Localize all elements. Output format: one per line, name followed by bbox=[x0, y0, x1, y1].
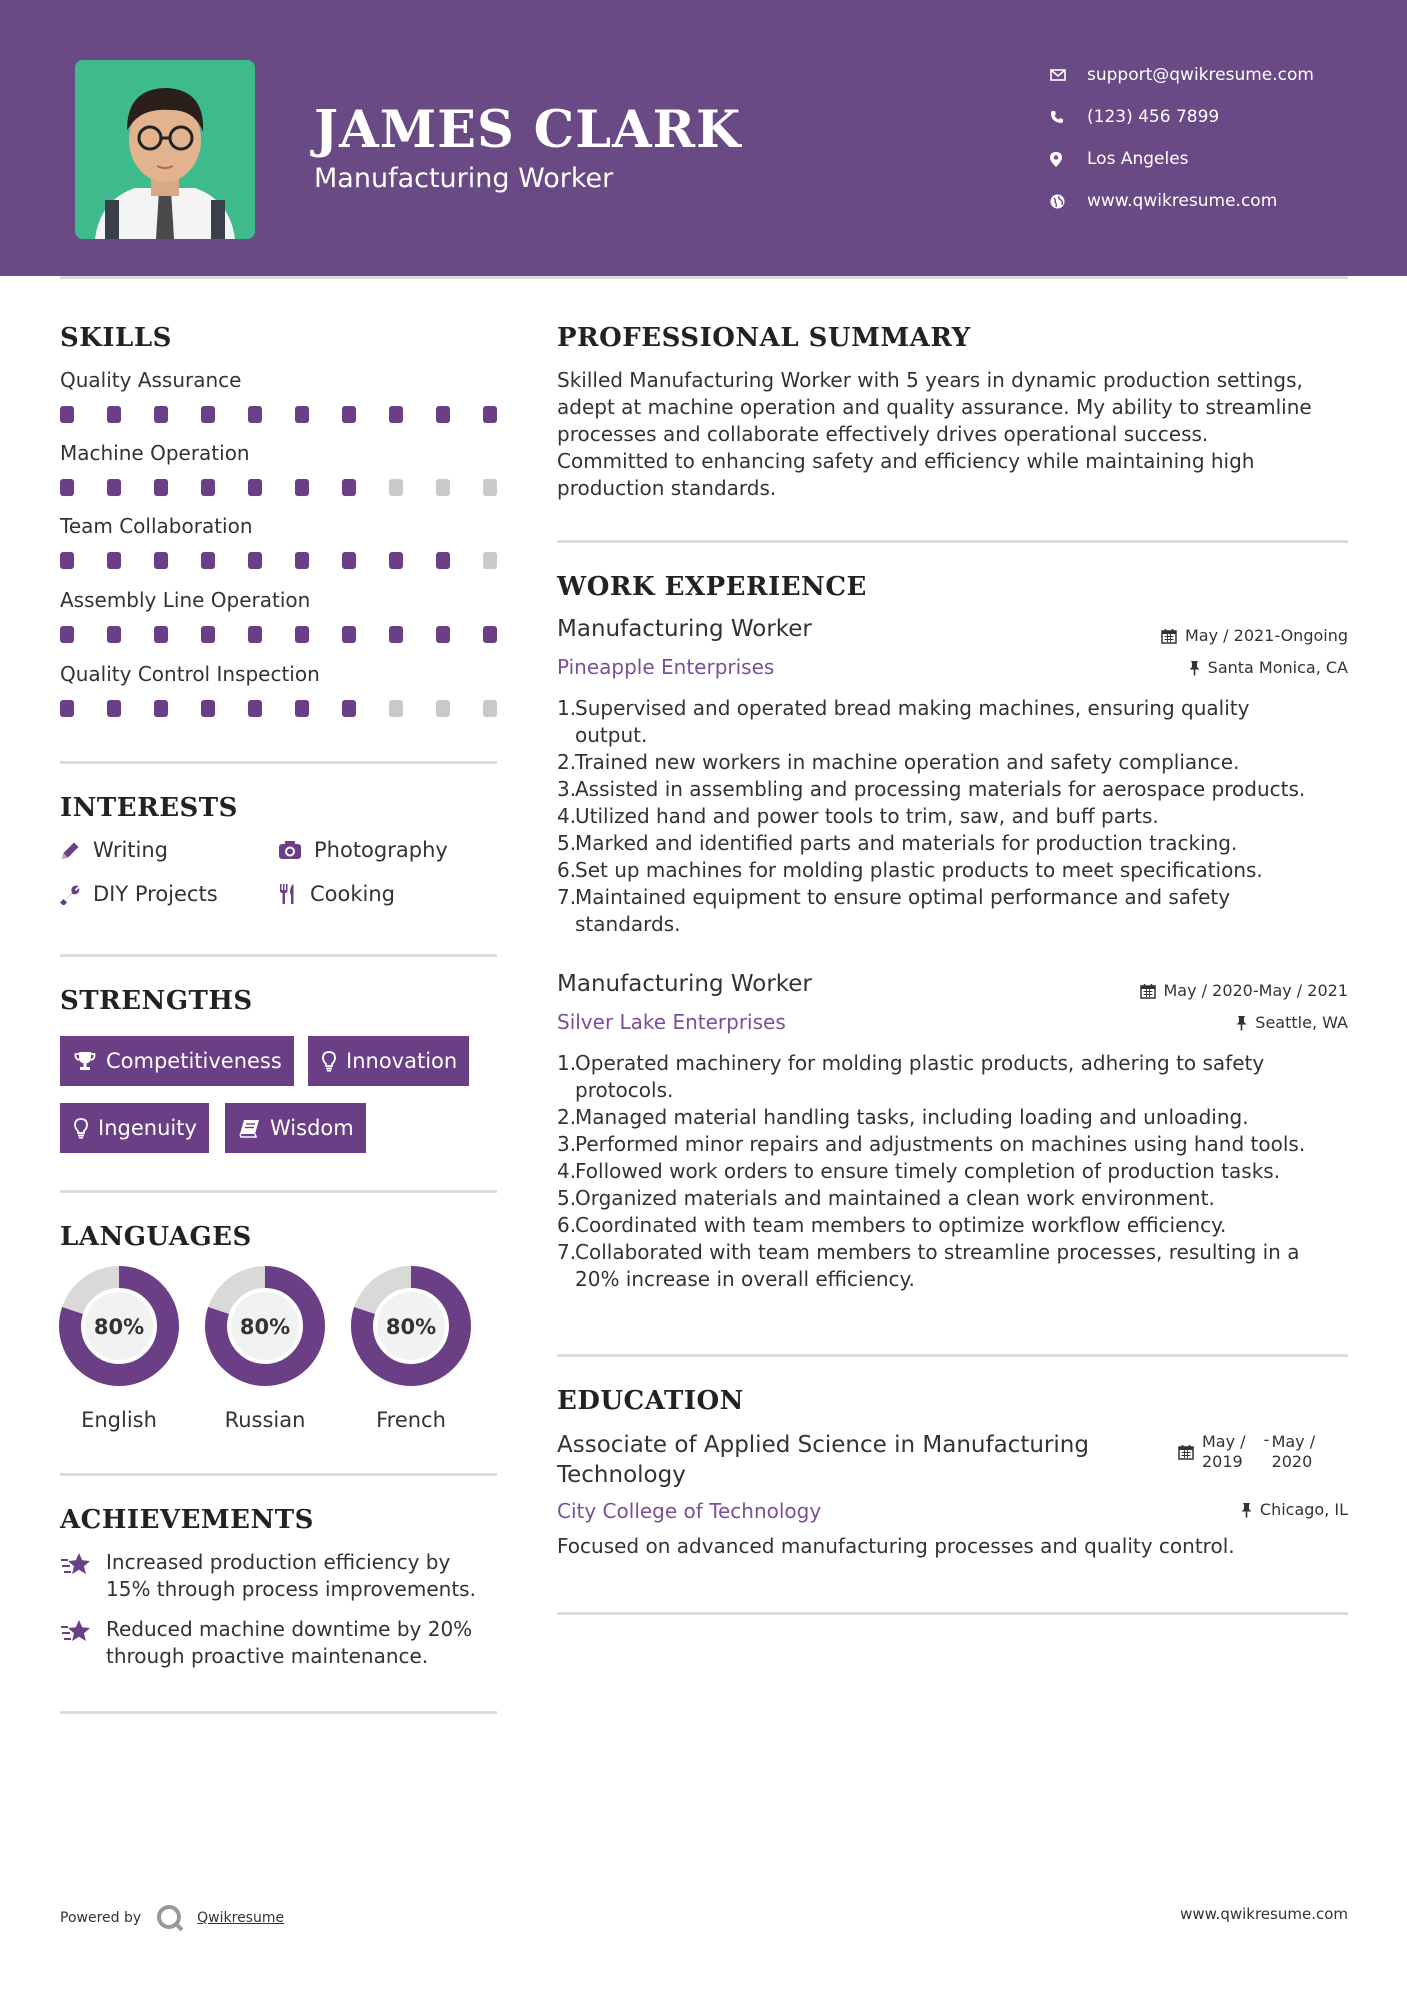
list-item: 2. Trained new workers in machine operation and safety compliance. bbox=[557, 750, 1240, 774]
skill-dot-filled bbox=[342, 552, 356, 569]
candidate-name: JAMES CLARK bbox=[314, 100, 742, 160]
responsibility-list bbox=[557, 695, 1347, 938]
education-end: - May / 2020 bbox=[1263, 1430, 1316, 1471]
achievement-text bbox=[106, 1616, 472, 1670]
list-item: 1. Supervised and operated bread making machines, ensuring quality output. bbox=[557, 696, 1250, 747]
section-divider bbox=[60, 954, 497, 957]
skill-dot-filled bbox=[107, 700, 121, 717]
interest-label: Cooking bbox=[310, 882, 395, 906]
job-dates bbox=[1140, 981, 1349, 1000]
interest-item bbox=[278, 838, 448, 862]
powered-by-text: Powered by bbox=[60, 1910, 142, 1926]
list-item: 4. Followed work orders to ensure timely completion of production tasks. bbox=[557, 1159, 1281, 1183]
achievement-line: 15% through process improvements. bbox=[106, 1577, 476, 1601]
language-item bbox=[59, 1266, 179, 1432]
language-percent: 80% bbox=[239, 1315, 291, 1339]
skill-name: Quality Control Inspection bbox=[60, 662, 320, 686]
achievement-line: Increased production efficiency by bbox=[106, 1550, 451, 1574]
skill-dot-filled bbox=[342, 479, 356, 496]
list-item: 7. Collaborated with team members to streamline processes, resulting in a 20% increase in overall efficiency. bbox=[557, 1240, 1300, 1291]
strength-label: Wisdom bbox=[270, 1116, 354, 1140]
contact-location-text: Los Angeles bbox=[1087, 149, 1189, 169]
education-dates bbox=[1178, 1432, 1315, 1472]
degree-line: Associate of Applied Science in Manufacturing bbox=[557, 1432, 1089, 1458]
strength-tag bbox=[60, 1036, 294, 1086]
job-dates bbox=[1161, 626, 1348, 645]
achievement-line: through proactive maintenance. bbox=[106, 1644, 429, 1668]
achievement-item bbox=[60, 1616, 500, 1670]
job-location-text: Seattle, WA bbox=[1255, 1013, 1348, 1032]
degree-title bbox=[557, 1430, 1089, 1490]
summary-text bbox=[557, 367, 1312, 502]
skill-dot-filled bbox=[436, 552, 450, 569]
list-item: 3. Performed minor repairs and adjustments on machines using hand tools. bbox=[557, 1132, 1306, 1156]
skill-rating bbox=[60, 626, 530, 643]
company-name: Silver Lake Enterprises bbox=[557, 1010, 786, 1034]
skill-dot-filled bbox=[342, 406, 356, 423]
job-location-text: Santa Monica, CA bbox=[1207, 658, 1348, 677]
skill-dot-filled bbox=[436, 626, 450, 643]
skill-dot-filled bbox=[201, 406, 215, 423]
skill-dot-filled bbox=[60, 479, 74, 496]
list-item: 1. Operated machinery for molding plastic products, adhering to safety protocols. bbox=[557, 1051, 1265, 1102]
strength-label: Competitiveness bbox=[106, 1049, 282, 1073]
list-item: 2. Managed material handling tasks, including loading and unloading. bbox=[557, 1105, 1249, 1129]
skills-heading: SKILLS bbox=[60, 323, 172, 353]
education-description: Focused on advanced manufacturing processes and quality control. bbox=[557, 1534, 1235, 1558]
skill-dot-filled bbox=[483, 406, 497, 423]
interest-label: DIY Projects bbox=[93, 882, 218, 906]
skill-dot-filled bbox=[154, 479, 168, 496]
achievement-text bbox=[106, 1549, 476, 1603]
company-name: Pineapple Enterprises bbox=[557, 655, 775, 679]
language-ring bbox=[59, 1266, 179, 1386]
skill-dot-filled bbox=[107, 406, 121, 423]
skill-rating bbox=[60, 479, 530, 496]
skill-dot-filled bbox=[154, 626, 168, 643]
calendar-icon bbox=[1161, 628, 1177, 644]
skill-dot-filled bbox=[248, 626, 262, 643]
skill-rating bbox=[60, 700, 530, 717]
lightbulb-icon bbox=[322, 1051, 336, 1072]
contact-list bbox=[1050, 54, 1314, 222]
skill-dot-filled bbox=[295, 552, 309, 569]
skill-dot-filled bbox=[107, 479, 121, 496]
contact-email-text: support@qwikresume.com bbox=[1087, 65, 1314, 85]
interest-item bbox=[60, 838, 168, 862]
list-item: 5. Organized materials and maintained a clean work environment. bbox=[557, 1186, 1215, 1210]
skill-name: Quality Assurance bbox=[60, 368, 242, 392]
skill-dot-filled bbox=[154, 406, 168, 423]
brand-link[interactable]: Qwikresume bbox=[197, 1910, 285, 1926]
summary-line: Skilled Manufacturing Worker with 5 years in dynamic production settings, bbox=[557, 368, 1303, 392]
skill-dot-filled bbox=[248, 552, 262, 569]
job-dates-text: May / 2020-May / 2021 bbox=[1163, 981, 1348, 1000]
envelope-icon bbox=[1050, 69, 1087, 81]
achievement-line: Reduced machine downtime by 20% bbox=[106, 1617, 473, 1641]
language-ring bbox=[351, 1266, 471, 1386]
achievements-heading: ACHIEVEMENTS bbox=[60, 1505, 314, 1535]
skill-dot-filled bbox=[389, 626, 403, 643]
strengths-heading: STRENGTHS bbox=[60, 986, 253, 1016]
interests-heading: INTERESTS bbox=[60, 793, 238, 823]
responsibility-list bbox=[557, 1050, 1347, 1293]
calendar-icon bbox=[1178, 1444, 1194, 1460]
skill-dot-empty bbox=[436, 700, 450, 717]
job-dates-text: May / 2021-Ongoing bbox=[1185, 626, 1348, 645]
skill-name: Machine Operation bbox=[60, 441, 250, 465]
skill-dot-filled bbox=[60, 700, 74, 717]
skill-dot-filled bbox=[201, 479, 215, 496]
skill-dot-filled bbox=[107, 552, 121, 569]
summary-line: adept at machine operation and quality assurance. My ability to streamline bbox=[557, 395, 1312, 419]
strength-label: Ingenuity bbox=[98, 1116, 197, 1140]
strength-tag bbox=[60, 1103, 209, 1153]
resume-header bbox=[0, 0, 1407, 276]
lightbulb-icon bbox=[74, 1118, 88, 1139]
skill-name: Team Collaboration bbox=[60, 514, 253, 538]
languages-heading: LANGUAGES bbox=[60, 1222, 252, 1252]
skill-dot-filled bbox=[154, 700, 168, 717]
interest-label: Photography bbox=[314, 838, 448, 862]
skill-dot-filled bbox=[60, 626, 74, 643]
language-item bbox=[351, 1266, 471, 1432]
pushpin-icon bbox=[1236, 1015, 1247, 1031]
skill-dot-filled bbox=[201, 552, 215, 569]
contact-location bbox=[1050, 138, 1314, 180]
education-heading: EDUCATION bbox=[557, 1386, 744, 1416]
experience-heading: WORK EXPERIENCE bbox=[557, 572, 867, 602]
language-item bbox=[205, 1266, 325, 1432]
language-percent: 80% bbox=[93, 1315, 145, 1339]
footer-url[interactable]: www.qwikresume.com bbox=[1180, 1905, 1348, 1923]
skill-dot-empty bbox=[483, 479, 497, 496]
skill-dot-filled bbox=[389, 406, 403, 423]
summary-line: production standards. bbox=[557, 476, 777, 500]
qwikresume-logo-icon bbox=[155, 1903, 185, 1933]
map-pin-icon bbox=[1050, 152, 1087, 167]
strength-label: Innovation bbox=[346, 1049, 458, 1073]
list-item: 7. Maintained equipment to ensure optimal performance and safety standards. bbox=[557, 885, 1231, 936]
skill-dot-filled bbox=[248, 406, 262, 423]
skill-dot-filled bbox=[201, 700, 215, 717]
skill-dot-filled bbox=[295, 626, 309, 643]
section-divider bbox=[60, 1190, 497, 1193]
skill-rating bbox=[60, 552, 530, 569]
job-title: Manufacturing Worker bbox=[557, 971, 812, 997]
skill-dot-empty bbox=[436, 479, 450, 496]
list-item: 5. Marked and identified parts and materials for production tracking. bbox=[557, 831, 1238, 855]
education-start: May / 2019 bbox=[1202, 1432, 1246, 1471]
star-icon bbox=[60, 1618, 92, 1646]
skill-dot-filled bbox=[295, 700, 309, 717]
skill-dot-empty bbox=[389, 700, 403, 717]
skill-dot-filled bbox=[60, 406, 74, 423]
school-name: City College of Technology bbox=[557, 1499, 822, 1523]
skill-rating bbox=[60, 406, 530, 423]
contact-phone-text: (123) 456 7899 bbox=[1087, 107, 1220, 127]
language-name: Russian bbox=[224, 1408, 306, 1432]
contact-website[interactable] bbox=[1050, 180, 1314, 222]
star-icon bbox=[60, 1551, 92, 1579]
skill-dot-filled bbox=[248, 700, 262, 717]
summary-line: Committed to enhancing safety and efficiency while maintaining high bbox=[557, 449, 1255, 473]
summary-heading: PROFESSIONAL SUMMARY bbox=[557, 323, 971, 353]
wrench-icon bbox=[60, 884, 81, 905]
candidate-title: Manufacturing Worker bbox=[314, 163, 614, 194]
globe-icon bbox=[1050, 194, 1087, 209]
skill-dot-filled bbox=[107, 626, 121, 643]
utensils-icon bbox=[278, 883, 298, 905]
skill-dot-filled bbox=[295, 479, 309, 496]
skill-dot-filled bbox=[483, 626, 497, 643]
section-divider bbox=[60, 1711, 497, 1714]
job-location bbox=[1236, 1013, 1348, 1032]
skill-dot-filled bbox=[389, 552, 403, 569]
pushpin-icon bbox=[1189, 660, 1200, 676]
pushpin-icon bbox=[1241, 1502, 1252, 1518]
profile-photo bbox=[75, 60, 255, 239]
skill-dot-empty bbox=[483, 700, 497, 717]
header-divider bbox=[60, 276, 1348, 279]
section-divider bbox=[60, 761, 497, 764]
strength-tag bbox=[308, 1036, 469, 1086]
section-divider bbox=[557, 1354, 1348, 1357]
list-item: 6. Coordinated with team members to optimize workflow efficiency. bbox=[557, 1213, 1227, 1237]
language-name: English bbox=[81, 1408, 157, 1432]
skill-dot-filled bbox=[436, 406, 450, 423]
education-location bbox=[1241, 1500, 1348, 1519]
skill-dot-filled bbox=[295, 406, 309, 423]
list-item: 3. Assisted in assembling and processing materials for aerospace products. bbox=[557, 777, 1306, 801]
language-percent: 80% bbox=[385, 1315, 437, 1339]
language-name: French bbox=[376, 1408, 446, 1432]
contact-phone[interactable] bbox=[1050, 96, 1314, 138]
book-icon bbox=[239, 1119, 260, 1138]
skill-dot-filled bbox=[248, 479, 262, 496]
footer-powered bbox=[60, 1903, 284, 1933]
achievement-item bbox=[60, 1549, 500, 1603]
skill-dot-empty bbox=[389, 479, 403, 496]
skill-dot-filled bbox=[342, 626, 356, 643]
skill-dot-filled bbox=[201, 626, 215, 643]
contact-email[interactable] bbox=[1050, 54, 1314, 96]
interest-item bbox=[60, 882, 218, 906]
interest-item bbox=[278, 882, 395, 906]
skill-name: Assembly Line Operation bbox=[60, 588, 311, 612]
camera-icon bbox=[278, 840, 302, 860]
contact-website-text: www.qwikresume.com bbox=[1087, 191, 1278, 211]
skill-dot-filled bbox=[154, 552, 168, 569]
interest-label: Writing bbox=[93, 838, 168, 862]
summary-line: processes and collaborate effectively drives operational success. bbox=[557, 422, 1209, 446]
section-divider bbox=[557, 1612, 1348, 1615]
list-item: 6. Set up machines for molding plastic products to meet specifications. bbox=[557, 858, 1263, 882]
strength-tag bbox=[225, 1103, 366, 1153]
trophy-icon bbox=[74, 1051, 96, 1071]
skill-dot-filled bbox=[342, 700, 356, 717]
degree-line: Technology bbox=[557, 1462, 686, 1488]
section-divider bbox=[557, 540, 1348, 543]
job-location bbox=[1189, 658, 1348, 677]
education-location-text: Chicago, IL bbox=[1259, 1500, 1348, 1519]
list-item: 4. Utilized hand and power tools to trim, saw, and buff parts. bbox=[557, 804, 1159, 828]
phone-icon bbox=[1050, 110, 1087, 124]
skill-dot-empty bbox=[483, 552, 497, 569]
calendar-icon bbox=[1140, 983, 1156, 999]
language-ring bbox=[205, 1266, 325, 1386]
skill-dot-filled bbox=[60, 552, 74, 569]
pencil-icon bbox=[60, 840, 81, 861]
section-divider bbox=[60, 1473, 497, 1476]
job-title: Manufacturing Worker bbox=[557, 616, 812, 642]
